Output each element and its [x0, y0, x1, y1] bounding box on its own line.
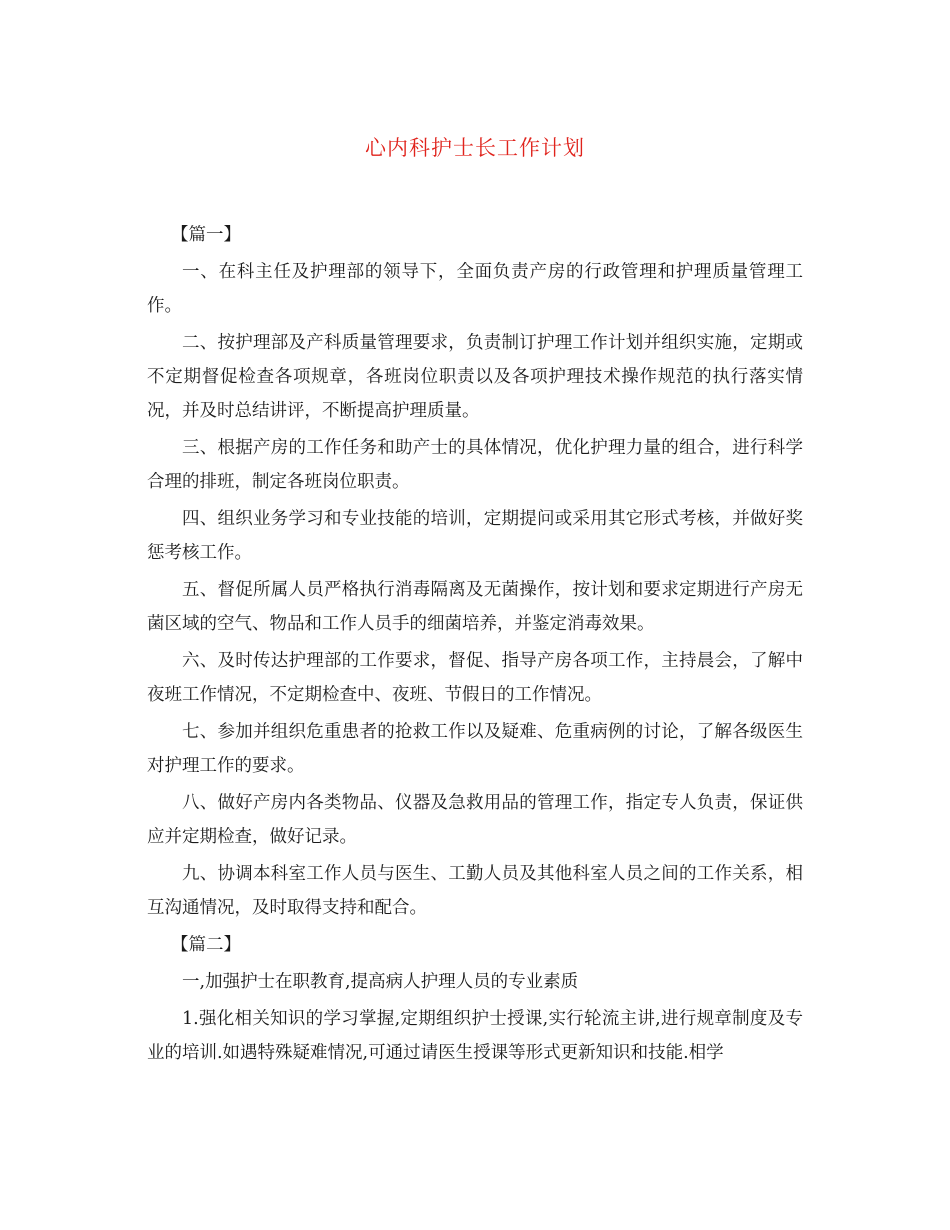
paragraph: 三、根据产房的工作任务和助产士的具体情况，优化护理力量的组合，进行科学合理的排班，制定各班岗位职责。 [147, 438, 803, 492]
section-heading: 【篇一】 [171, 225, 241, 245]
paragraph: 1.强化相关知识的学习掌握,定期组织护士授课,实行轮流主讲,进行规章制度及专业的培训.如遇特殊疑难情况,可通过请医生授课等形式更新知识和技能.相学 [147, 1009, 803, 1063]
paragraph: 四、组织业务学习和专业技能的培训，定期提问或采用其它形式考核，并做好奖惩考核工作。 [147, 509, 803, 563]
section-heading: 【篇二】 [171, 935, 241, 955]
paragraph: 二、按护理部及产科质量管理要求，负责制订护理工作计划并组织实施，定期或不定期督促检查各项规章，各班岗位职责以及各项护理技术操作规范的执行落实情况，并及时总结讲评，不断提高护理质量。 [147, 333, 803, 421]
paragraph: 八、做好产房内各类物品、仪器及急救用品的管理工作，指定专人负责，保证供应并定期检查，做好记录。 [147, 793, 803, 847]
paragraph: 六、及时传达护理部的工作要求，督促、指导产房各项工作，主持晨会，了解中夜班工作情况，不定期检查中、夜班、节假日的工作情况。 [147, 651, 803, 705]
paragraph: 五、督促所属人员严格执行消毒隔离及无菌操作，按计划和要求定期进行产房无菌区域的空气、物品和工作人员手的细菌培养，并鉴定消毒效果。 [147, 580, 803, 634]
document-title: 心内科护士长工作计划 [365, 136, 585, 160]
paragraph: 一,加强护士在职教育,提高病人护理人员的专业素质 [182, 972, 579, 992]
paragraph: 九、协调本科室工作人员与医生、工勤人员及其他科室人员之间的工作关系，相互沟通情况，及时取得支持和配合。 [147, 864, 803, 918]
document-body [147, 218, 803, 1073]
paragraph: 七、参加并组织危重患者的抢救工作以及疑难、危重病例的讨论，了解各级医生对护理工作的要求。 [147, 722, 803, 776]
paragraph: 一、在科主任及护理部的领导下，全面负责产房的行政管理和护理质量管理工作。 [147, 262, 803, 316]
